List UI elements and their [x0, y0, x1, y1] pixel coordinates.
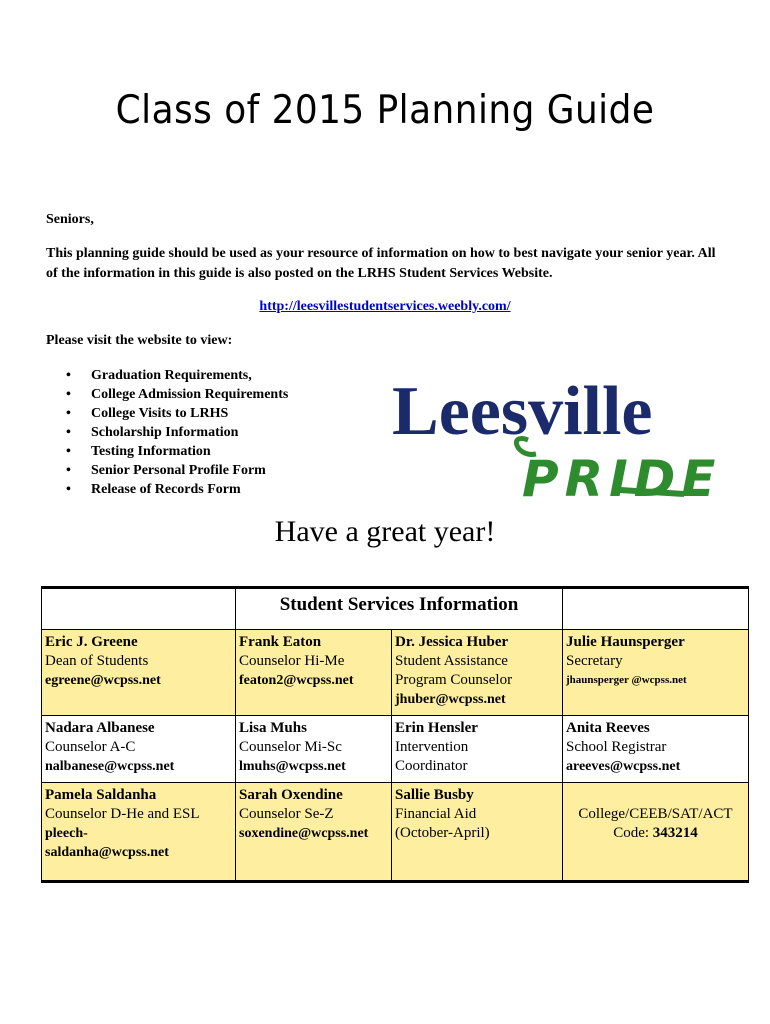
contact-cell: [392, 630, 563, 716]
contact-email[interactable]: saldanha@wcpss.net: [45, 845, 169, 860]
contact-email[interactable]: lmuhs@wcpss.net: [239, 759, 346, 774]
bullet-icon: •: [66, 463, 71, 478]
contact-role: Counselor Hi-Me: [239, 653, 345, 669]
website-link[interactable]: http://leesvillestudentservices.weebly.com/: [259, 299, 511, 314]
contact-role: Intervention: [395, 739, 469, 755]
bullet-icon: •: [66, 406, 71, 421]
contact-name: Eric J. Greene: [45, 634, 138, 650]
table-row: [42, 783, 749, 882]
contact-cell: [236, 783, 392, 882]
contact-cell: [563, 630, 749, 716]
logo-wordmark: Leesville: [392, 373, 653, 450]
contact-name: Lisa Muhs: [239, 720, 307, 736]
list-item: • Graduation Requirements,: [66, 368, 252, 383]
contact-role: Student Assistance: [395, 653, 508, 669]
code-value: 343214: [652, 825, 698, 841]
contact-cell: [236, 716, 392, 783]
contact-email[interactable]: jhaunsperger @wcpss.net: [566, 674, 687, 686]
page-title: Class of 2015 Planning Guide: [115, 88, 655, 133]
table-header-row: [42, 588, 749, 630]
contact-role: Program Counselor: [395, 672, 513, 688]
logo-underline: [620, 490, 684, 494]
contact-role: Counselor Se-Z: [239, 806, 334, 822]
contact-role: School Registrar: [566, 739, 667, 755]
contact-name: Dr. Jessica Huber: [395, 634, 509, 650]
bullet-icon: •: [66, 425, 71, 440]
contact-cell: [42, 783, 236, 882]
bullet-icon: •: [66, 387, 71, 402]
contact-email[interactable]: areeves@wcpss.net: [566, 759, 681, 774]
contact-email[interactable]: egreene@wcpss.net: [45, 673, 161, 688]
code-prefix: Code:: [613, 825, 650, 841]
list-item: • College Admission Requirements: [66, 387, 289, 402]
salutation: Seniors,: [46, 212, 94, 227]
leesville-pride-logo: [388, 362, 722, 508]
logo-pride-text: PRIDE: [522, 450, 722, 508]
list-item: • Senior Personal Profile Form: [66, 463, 266, 478]
contact-name: Erin Hensler: [395, 720, 478, 736]
contact-email[interactable]: nalbanese@wcpss.net: [45, 759, 175, 774]
contact-role: Secretary: [566, 653, 623, 669]
contact-cell: [392, 716, 563, 783]
contact-role: Counselor A-C: [45, 739, 136, 755]
greeting: Have a great year!: [274, 515, 496, 548]
table-row: [42, 630, 749, 716]
topic-list: [66, 366, 288, 499]
contact-name: Nadara Albanese: [45, 720, 155, 736]
contact-name: Julie Haunsperger: [566, 634, 685, 650]
contact-name: Sallie Busby: [395, 787, 474, 803]
table-title: Student Services Information: [279, 594, 519, 615]
contact-email[interactable]: featon2@wcpss.net: [239, 673, 354, 688]
contact-cell: [563, 716, 749, 783]
bullet-icon: •: [66, 368, 71, 383]
intro-paragraph: This planning guide should be used as your resource of information on how to best navigate your senior year. All of the information in this guide is also posted on the LRHS Student Services Website.: [46, 246, 716, 281]
list-item: • College Visits to LRHS: [66, 406, 229, 421]
contact-role: Coordinator: [395, 758, 468, 774]
contact-cell: [392, 783, 563, 882]
contact-email[interactable]: pleech-: [45, 826, 88, 841]
contact-role: Financial Aid: [395, 806, 477, 822]
code-line: [566, 824, 745, 843]
contact-email[interactable]: jhuber@wcpss.net: [395, 692, 506, 707]
bullet-icon: •: [66, 444, 71, 459]
visit-text: Please visit the website to view:: [46, 333, 233, 348]
contacts-table: [41, 586, 749, 883]
list-item: • Release of Records Form: [66, 482, 241, 497]
contact-role: Counselor D-He and ESL: [45, 806, 200, 822]
contact-email[interactable]: soxendine@wcpss.net: [239, 826, 369, 841]
contact-name: Sarah Oxendine: [239, 787, 343, 803]
contact-name: Frank Eaton: [239, 634, 322, 650]
contact-role: Counselor Mi-Sc: [239, 739, 342, 755]
contact-name: Anita Reeves: [566, 720, 650, 736]
code-cell: [563, 783, 749, 882]
bullet-icon: •: [66, 482, 71, 497]
code-label: College/CEEB/SAT/ACT: [578, 806, 733, 822]
contact-role: Dean of Students: [45, 653, 149, 669]
contact-cell: [42, 716, 236, 783]
contact-cell: [42, 630, 236, 716]
list-item: • Testing Information: [66, 444, 211, 459]
list-item: • Scholarship Information: [66, 425, 239, 440]
contact-cell: [236, 630, 392, 716]
table-row: [42, 716, 749, 783]
contact-name: Pamela Saldanha: [45, 787, 157, 803]
contact-role: (October-April): [395, 825, 490, 841]
